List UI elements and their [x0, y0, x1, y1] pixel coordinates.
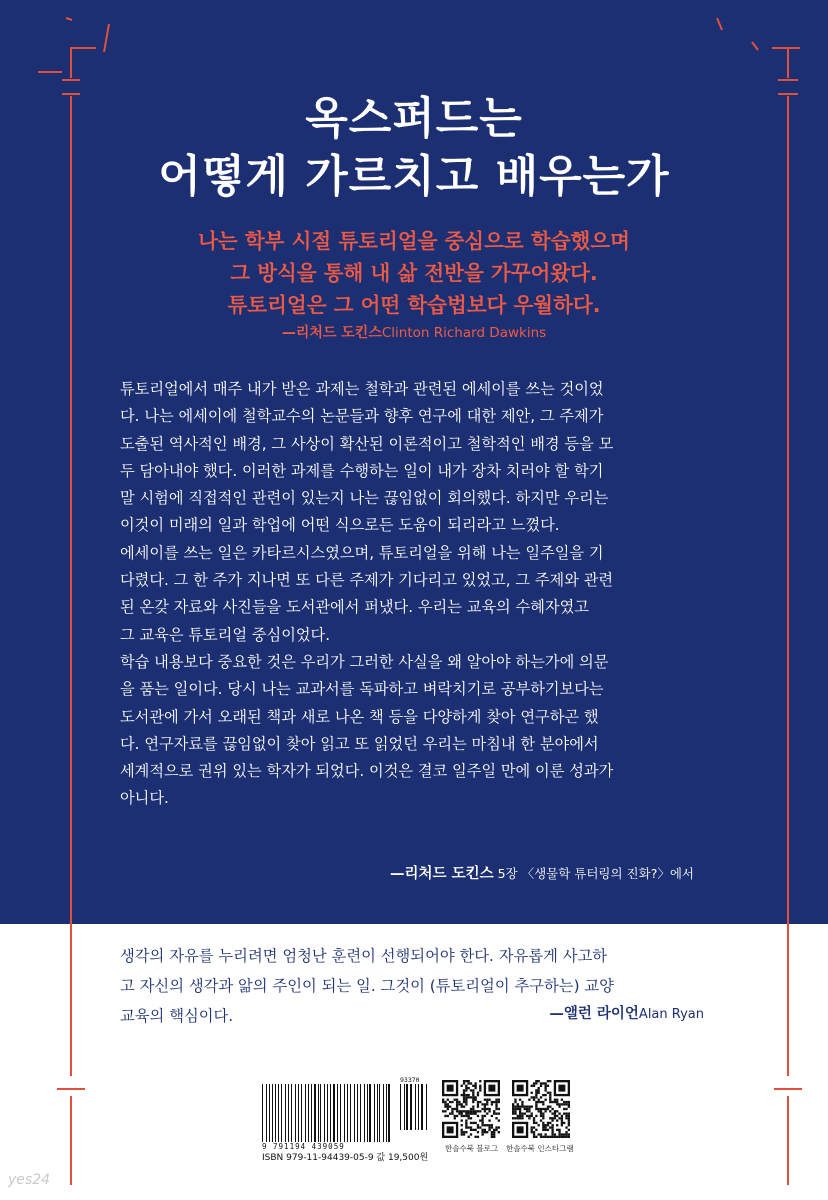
- body-line: 튜토리얼에서 매주 내가 받은 과제는 철학과 관련된 에세이를 쓰는 것이었: [120, 380, 604, 398]
- qr-caption-blog: 한솔수북 블로그: [445, 1144, 499, 1153]
- body-line: 말 시험에 직접적인 관련이 있는지 나는 끊임없이 회의했다. 하지만 우리는: [120, 489, 609, 508]
- body-attribution: [390, 862, 694, 883]
- bottom-quote-attribution: [549, 1002, 704, 1023]
- barcode-addon-icon: [400, 1084, 428, 1130]
- qr-code-blog-icon[interactable]: [442, 1080, 500, 1138]
- barcode-digits: 9 791194 439059: [262, 1142, 345, 1151]
- body-line: 도서관에 가서 오래된 책과 새로 나온 책 등을 다양하게 찾아 연구하곤 했: [120, 707, 599, 726]
- bottom-quote-line: 생각의 자유를 누리려면 엄청난 훈련이 선행되어야 한다. 자유롭게 사고하: [120, 947, 608, 965]
- body-text: [120, 376, 712, 813]
- qr-code-instagram-icon[interactable]: [512, 1080, 570, 1138]
- body-source: 5장 〈생물학 튜터링의 진화?〉에서: [493, 866, 694, 881]
- epigraph-line: 튜토리얼은 그 어떤 학습법보다 우월하다.: [227, 293, 601, 317]
- body-line: 두 담아내야 했다. 이러한 과제를 수행하는 일이 내가 장차 치러야 할 학기: [120, 461, 604, 480]
- bottom-quote-line: 교육의 핵심이다.: [120, 1007, 234, 1025]
- body-line: 된 온갖 자료와 사진들을 도서관에서 퍼냈다. 우리는 교육의 수혜자였고: [120, 598, 589, 617]
- qr-caption-instagram: 한솔수북 인스타그램: [506, 1144, 574, 1153]
- book-title-line-2: 어떻게 가르치고 배우는가: [158, 151, 670, 202]
- body-line: 에세이를 쓰는 일은 카타르시스였으며, 튜토리얼을 위해 나는 일주일을 기: [120, 543, 604, 562]
- body-line: 아니다.: [120, 789, 169, 808]
- epigraph-attribution: [0, 322, 828, 342]
- epigraph-author: —리처드 도킨스: [281, 325, 382, 341]
- isbn-price: ISBN 979-11-94439-05-9 값 19,500원: [262, 1153, 429, 1163]
- body-line: 을 품는 일이다. 당시 나는 교과서를 독파하고 벼락치기로 공부하기보다는: [120, 680, 604, 699]
- barcode-icon: [262, 1084, 392, 1142]
- body-line: 학습 내용보다 중요한 것은 우리가 그러한 사실을 왜 알아야 하는가에 의문: [120, 652, 609, 671]
- body-line: 다. 나는 에세이에 철학교수의 논문들과 향후 연구에 대한 제안, 그 주제가: [120, 407, 604, 426]
- epigraph-line: 그 방식을 통해 내 삶 전반을 가꾸어왔다.: [230, 261, 598, 285]
- body-line: 도출된 역사적인 배경, 그 사상이 확산된 이론적이고 철학적인 배경 등을 모: [120, 434, 614, 453]
- watermark: yes24: [8, 1172, 51, 1188]
- body-line: 세계적으로 권위 있는 학자가 되었다. 이것은 결코 일주일 만에 이룬 성과가: [120, 762, 614, 781]
- bottom-quote-author-english: Alan Ryan: [638, 1007, 704, 1022]
- body-author: —리처드 도킨스: [390, 866, 494, 882]
- body-line: 이것이 미래의 일과 학업에 어떤 식으로든 도움이 되리라고 느꼈다.: [120, 516, 560, 535]
- barcode-addon-digits: 93370: [400, 1076, 420, 1084]
- book-title-line-1: 옥스퍼드는: [305, 93, 523, 144]
- body-line: 다. 연구자료를 끊임없이 찾아 읽고 또 읽었던 우리는 마침내 한 분야에서: [120, 734, 599, 753]
- body-line: 그 교육은 튜토리얼 중심이었다.: [120, 625, 331, 644]
- epigraph-line: 나는 학부 시절 튜토리얼을 중심으로 학습했으며: [198, 229, 630, 253]
- body-line: 다렸다. 그 한 주가 지나면 또 다른 주제가 기다리고 있었고, 그 주제와 관련: [120, 571, 614, 590]
- bottom-quote-line: 고 자신의 생각과 앎의 주인이 되는 일. 그것이 (튜토리얼이 추구하는) 교양: [120, 977, 614, 995]
- bottom-quote-author: —앨런 라이언: [549, 1006, 639, 1022]
- epigraph-author-english: Clinton Richard Dawkins: [381, 325, 547, 341]
